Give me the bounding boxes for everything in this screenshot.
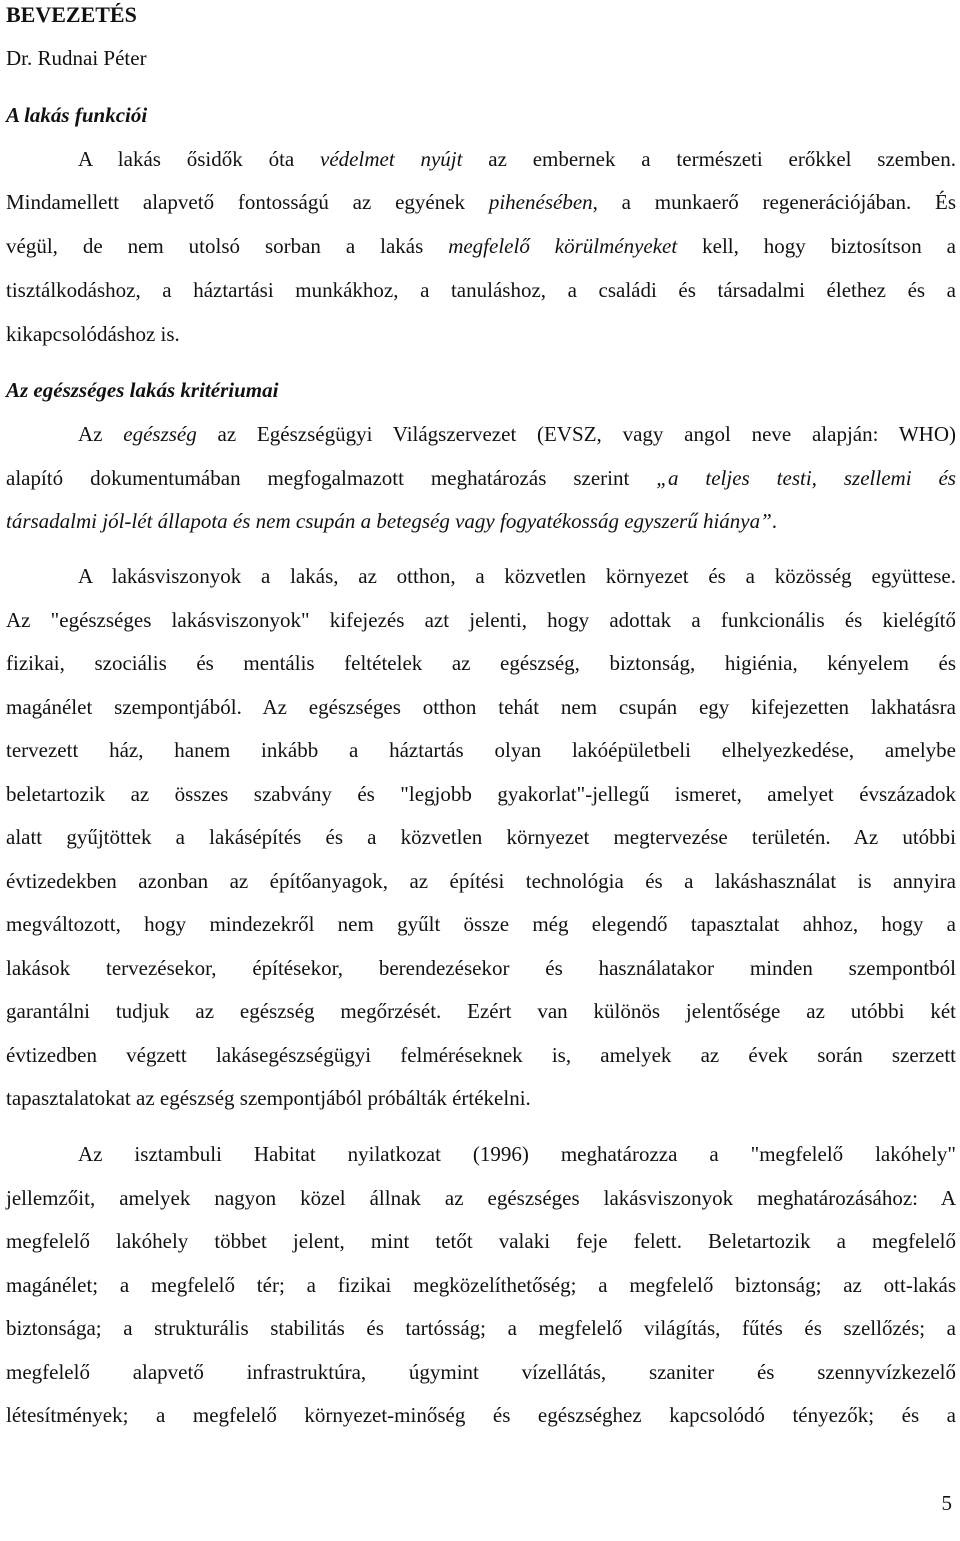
paragraph-line: alatt gyűjtöttek a lakásépítés és a közvetlen környezet megtervezése területén. Az utóbbi	[6, 825, 956, 849]
paragraph-line: biztonsága; a strukturális stabilitás és tartósság; a megfelelő világítás, fűtés és szellőzés; a	[6, 1316, 956, 1340]
paragraph-line: lakások tervezésekor, építésekor, berendezésekor és használatakor minden szempontból	[6, 956, 956, 980]
paragraph-line: tapasztalatokat az egészség szempontjából próbálták értékelni.	[6, 1086, 531, 1110]
author-name: Dr. Rudnai Péter	[6, 46, 147, 70]
paragraph-line: fizikai, szociális és mentális feltételek az egészség, biztonság, higiénia, kényelem és	[6, 651, 956, 675]
heading-lakas-funkcioi: A lakás funkciói	[6, 103, 148, 127]
paragraph-line: A lakásviszonyok a lakás, az otthon, a közvetlen környezet és a közösség együttese.	[78, 564, 956, 588]
paragraph-line: magánélet; a megfelelő tér; a fizikai megközelíthetőség; a megfelelő biztonság; az ott-lakás	[6, 1273, 956, 1297]
paragraph-line: jellemzőit, amelyek nagyon közel állnak az egészséges lakásviszonyok meghatározásához: A	[6, 1186, 956, 1210]
paragraph-line: kikapcsolódáshoz is.	[6, 322, 180, 346]
paragraph-line: A lakás ősidők óta védelmet nyújt az embernek a természeti erőkkel szemben.	[78, 147, 956, 171]
paragraph-line: megfelelő lakóhely többet jelent, mint tetőt valaki feje felett. Beletartozik a megfelelő	[6, 1229, 956, 1253]
heading-egeszseges-lakas: Az egészséges lakás kritériumai	[6, 378, 279, 402]
paragraph-line: garantálni tudjuk az egészség megőrzését. Ezért van különös jelentősége az utóbbi két	[6, 999, 956, 1023]
paragraph-line: megváltozott, hogy mindezekről nem gyűlt össze még elegendő tapasztalat ahhoz, hogy a	[6, 912, 956, 936]
paragraph-line: tisztálkodáshoz, a háztartási munkákhoz, a tanuláshoz, a családi és társadalmi élethez és a	[6, 278, 956, 302]
paragraph-line: alapító dokumentumában megfogalmazott meghatározás szerint „a teljes testi, szellemi és	[6, 466, 956, 490]
paragraph-line: Mindamellett alapvető fontosságú az egyének pihenésében, a munkaerő regenerációjában. És	[6, 190, 956, 214]
page-number: 5	[941, 1491, 952, 1515]
paragraph-line: létesítmények; a megfelelő környezet-minőség és egészséghez kapcsolódó tényezők; és a	[6, 1403, 956, 1427]
paragraph-line: magánélet szempontjából. Az egészséges otthon tehát nem csupán egy kifejezetten lakhatásra	[6, 695, 956, 719]
paragraph-line: Az isztambuli Habitat nyilatkozat (1996) meghatározza a "megfelelő lakóhely"	[78, 1142, 956, 1166]
paragraph-line: végül, de nem utolsó sorban a lakás megfelelő körülményeket kell, hogy biztosítson a	[6, 234, 956, 258]
section-title: BEVEZETÉS	[6, 2, 137, 27]
paragraph-line: Az "egészséges lakásviszonyok" kifejezés azt jelenti, hogy adottak a funkcionális és kielégítő	[6, 608, 956, 632]
paragraph-line: Az egészség az Egészségügyi Világszervezet (EVSZ, vagy angol neve alapján: WHO)	[78, 422, 956, 446]
paragraph-line: beletartozik az összes szabvány és "legjobb gyakorlat"-jellegű ismeret, amelyet évszázadok	[6, 782, 956, 806]
paragraph-line: megfelelő alapvető infrastruktúra, úgymint vízellátás, szaniter és szennyvízkezelő	[6, 1360, 956, 1384]
paragraph-line: társadalmi jól-lét állapota és nem csupán a betegség vagy fogyatékosság egyszerű hiánya”.	[6, 509, 778, 533]
paragraph-line: évtizedekben azonban az építőanyagok, az építési technológia és a lakáshasználat is annyira	[6, 869, 956, 893]
paragraph-line: évtizedben végzett lakásegészségügyi felméréseknek is, amelyek az évek során szerzett	[6, 1043, 956, 1067]
paragraph-line: tervezett ház, hanem inkább a háztartás olyan lakóépületbeli elhelyezkedése, amelybe	[6, 738, 956, 762]
